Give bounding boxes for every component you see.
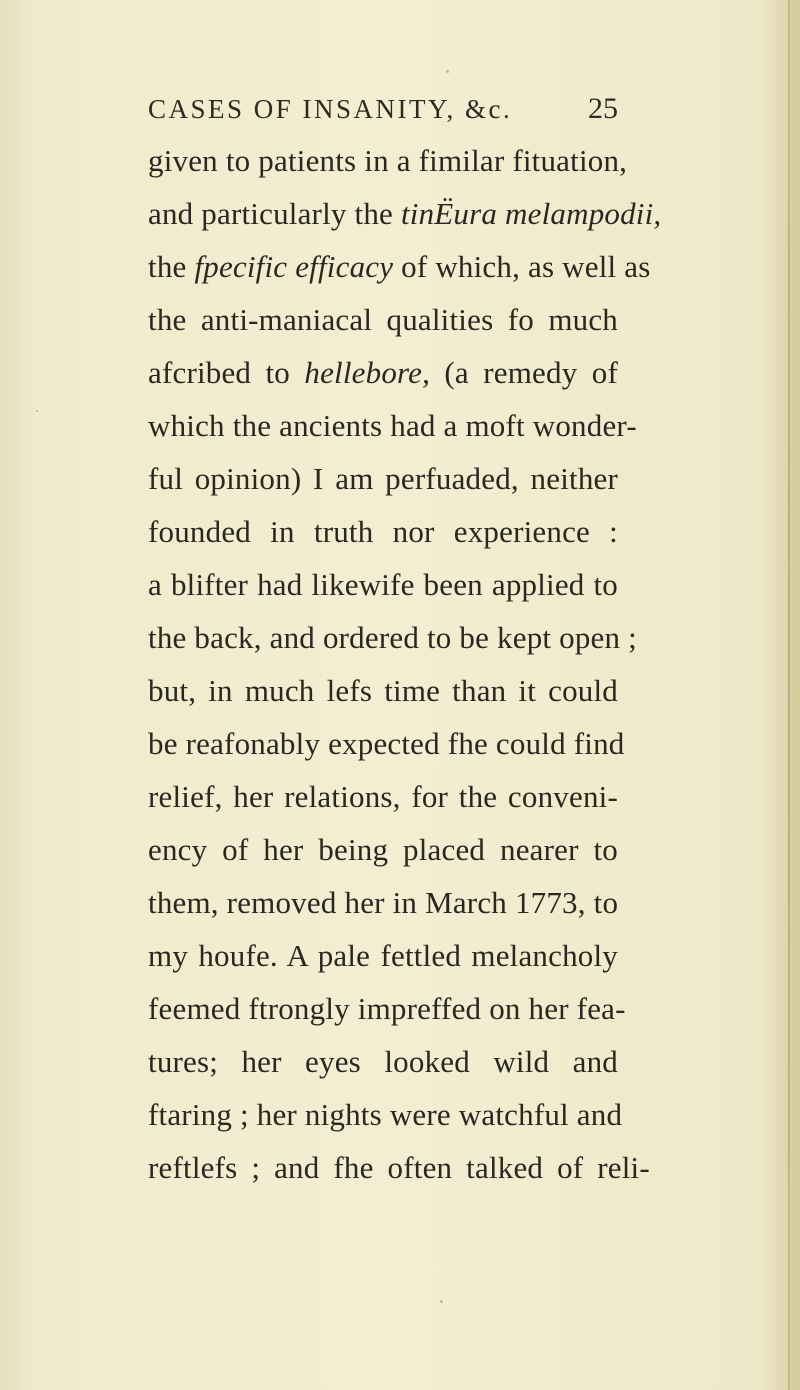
text-line: them, removed her in March 1773, to <box>148 885 619 920</box>
paper-speck <box>36 410 38 412</box>
text-line: feemed ftrongly impreffed on her fea- <box>148 991 626 1026</box>
text-line: and particularly the tinЁura melampodii, <box>148 196 662 231</box>
page-edge-shadow <box>788 0 790 1390</box>
paper-speck <box>440 1300 443 1303</box>
text-line: a blifter had likewife been applied to <box>148 567 618 602</box>
italic-phrase: tinЁura melampodii, <box>400 196 662 231</box>
text-line: ency of her being placed nearer to <box>148 832 618 867</box>
text-line: relief, her relations, for the conveni- <box>148 779 618 814</box>
text-line: founded in truth nor experience : <box>148 514 618 549</box>
text-line: tures; her eyes looked wild and <box>148 1044 618 1079</box>
text-line: which the ancients had a moft wonder- <box>148 408 637 443</box>
italic-phrase: hellebore, <box>304 355 431 390</box>
text-line: the back, and ordered to be kept open ; <box>148 620 637 655</box>
text-line: ful opinion) I am perfuaded, neither <box>148 461 618 496</box>
text-line: the anti-maniacal qualities fo much <box>148 302 618 337</box>
text-line: afcribed to hellebore, (a remedy of <box>148 355 618 390</box>
running-head-title: CASES OF INSANITY, &c. <box>148 94 513 124</box>
page-edge <box>792 0 800 1390</box>
running-head <box>148 92 618 126</box>
text-line: reftlefs ; and fhe often talked of reli- <box>148 1150 650 1185</box>
body-text <box>148 134 662 1194</box>
text-line: be reafonably expected fhe could find <box>148 726 625 761</box>
page-number: 25 <box>588 92 618 125</box>
italic-phrase: fpecific efficacy <box>194 249 394 284</box>
text-line: given to patients in a fimilar fituation, <box>148 143 628 178</box>
text-line: ftaring ; her nights were watchful and <box>148 1097 623 1132</box>
text-line: the fpecific efficacy of which, as well as <box>148 249 651 284</box>
text-line: my houfe. A pale fettled melancholy <box>148 938 618 973</box>
paper-speck <box>446 70 449 73</box>
text-line: but, in much lefs time than it could <box>148 673 618 708</box>
